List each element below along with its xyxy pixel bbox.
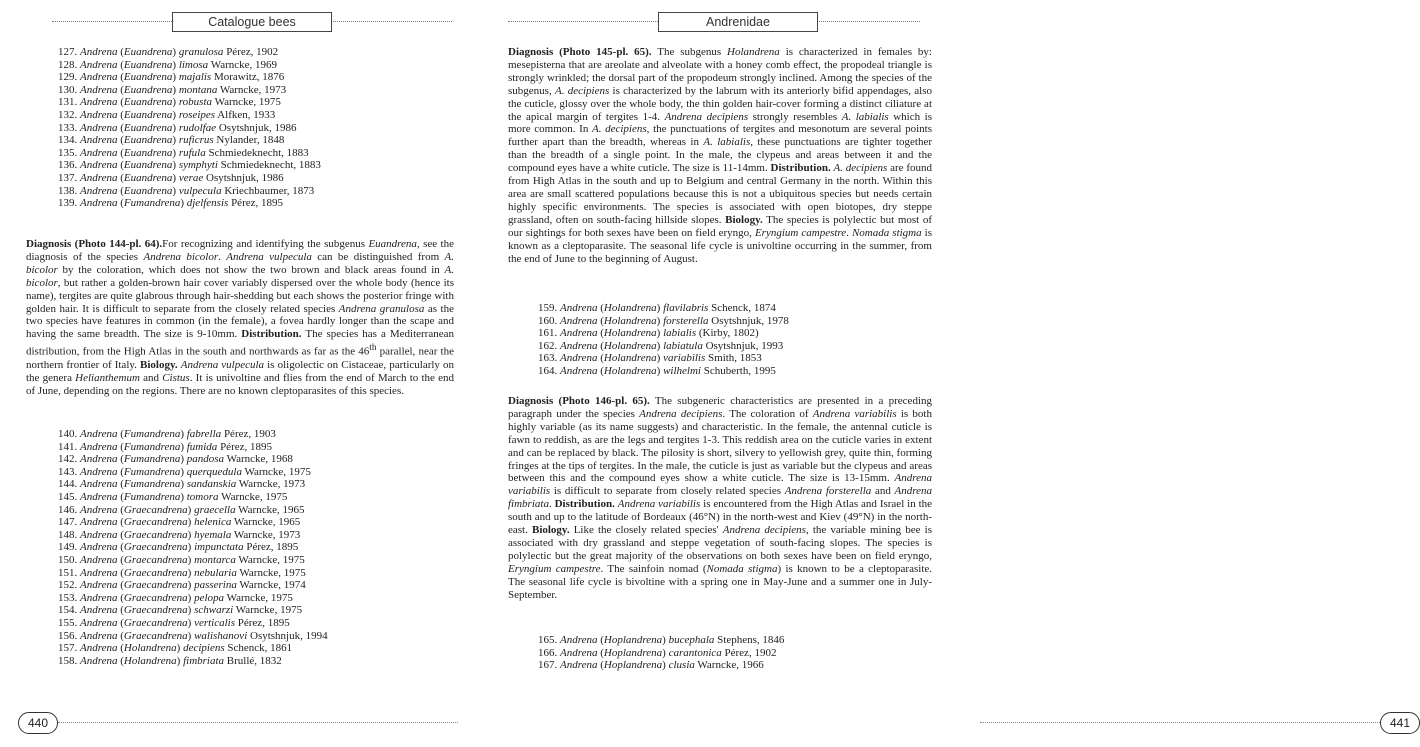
genus-name: Andrena (80, 96, 118, 109)
species-epithet: forsterella (663, 314, 709, 327)
body-text: , the variable mining bee is associated with dry grassland and steppe vegetation of south-facing slopes. The species is polylectic but the great majority of the observations on both sexes have been on field eryngo, (508, 524, 932, 562)
species-entry: 136. Andrena (Euandrena) symphyti Schmiedeknecht, 1883 (58, 159, 321, 172)
taxon-name: Andrena vulpecula (226, 250, 312, 263)
body-text: by the coloration, which does not show the two brown and black areas found in (57, 263, 445, 276)
species-authority: Osytshnjuk, 1986 (203, 171, 284, 184)
taxon-name: Andrena variabilis (508, 472, 932, 498)
body-text: . (218, 250, 227, 263)
subgenus-name: Holandrena (603, 339, 657, 352)
species-epithet: decipiens (183, 642, 225, 655)
genus-name: Andrena (80, 604, 118, 617)
species-entry: 167. Andrena (Hoplandrena) clusia Warncke, 1966 (538, 659, 764, 672)
body-text: For recognizing and identifying the subgenus (162, 238, 369, 250)
species-authority: Smith, 1853 (705, 352, 762, 365)
species-entry: 143. Andrena (Fumandrena) querquedula Warncke, 1975 (58, 465, 311, 478)
genus-name: Andrena (560, 634, 598, 646)
species-entry: 142. Andrena (Fumandrena) pandosa Warncke, 1968 (58, 453, 293, 466)
species-entry: 134. Andrena (Euandrena) ruficrus Nylander, 1848 (58, 134, 285, 147)
species-epithet: pandosa (186, 453, 225, 466)
body-text: is both highly variable (as its name suggests) and characteristic. In the female, the antennal cuticle is fawn to reddish, as are the legs and tergites 1-3. This reddish area on the cuticle varies in extent and can be replaced by black. The pilosity is short, silvery to yellowish grey, quite thin, forming fringes at the tips of tergites. In the male, the cuticle is just as variable but the clypeus and areas between this and the compound eyes show a white cuticle. The size is 13-15mm. (508, 407, 932, 485)
species-epithet: rudolfae (178, 121, 217, 134)
species-epithet: roseipes (178, 108, 216, 121)
species-entry: 157. Andrena (Holandrena) decipiens Schenck, 1861 (58, 642, 293, 655)
species-epithet: verticalis (194, 616, 236, 629)
species-authority: Schmiedeknecht, 1883 (205, 146, 309, 159)
subgenus-name: Fumandrena (123, 465, 181, 478)
body-text: . The sainfoin nomad ( (600, 562, 707, 575)
species-epithet: carantonica (668, 646, 722, 659)
species-entry: 131. Andrena (Euandrena) robusta Warncke, 1975 (58, 96, 281, 109)
body-text: parallel, near the northern frontier of Italy. (26, 345, 454, 371)
taxon-name: Andrena bicolor (143, 250, 219, 263)
genus-name: Andrena (80, 541, 118, 554)
species-authority: Osytshnjuk, 1978 (708, 314, 789, 327)
species-authority: Schenck, 1861 (224, 642, 293, 655)
species-epithet: graecella (194, 503, 236, 516)
species-entry: 128. Andrena (Euandrena) limosa Warncke, 1969 (58, 58, 278, 71)
species-entry: 147. Andrena (Graecandrena) helenica Warncke, 1965 (58, 516, 301, 529)
genus-name: Andrena (80, 528, 118, 541)
body-text: ) is known to be a cleptoparasite. The seasonal life cycle is bivoltine with a spring one in May-June and a summer one in July-September. (508, 562, 933, 601)
body-text: can be distinguished from (311, 250, 445, 263)
species-authority: Pérez, 1902 (223, 46, 279, 58)
subgenus-name: Euandrena (123, 121, 173, 134)
footer-dotted-rule (980, 722, 1380, 723)
body-text: as the two species have features in common (in the female), a fovea hardly longer than the scape and having the same breadth. The size is 9-10mm. (26, 302, 455, 341)
species-authority: Osytshnjuk, 1994 (247, 629, 328, 642)
taxon-name: Andrena decipiens (664, 110, 749, 123)
taxon-name: Holandrena (727, 46, 780, 58)
subgenus-name: Fumandrena (123, 490, 181, 503)
species-entry: 145. Andrena (Fumandrena) tomora Warncke, 1975 (58, 490, 288, 503)
diagnosis-paragraph-photo-145 (508, 46, 932, 265)
species-authority: Warncke, 1973 (217, 83, 287, 96)
species-authority: Warncke, 1975 (224, 591, 293, 604)
page-number-right: 441 (1380, 712, 1420, 734)
taxon-name: Andrena variabilis (617, 498, 701, 511)
taxon-name: Euandrena (368, 238, 417, 250)
species-epithet: labiatula (663, 339, 703, 352)
taxon-name: Cistus (162, 371, 190, 384)
species-entry: 127. Andrena (Euandrena) granulosa Pérez, 1902 (58, 46, 279, 58)
species-entry: 164. Andrena (Holandrena) wilhelmi Schuberth, 1995 (538, 364, 776, 377)
species-epithet: walishanovi (194, 629, 248, 642)
body-text: which is more common. In (508, 110, 932, 136)
genus-name: Andrena (80, 478, 118, 491)
genus-name: Andrena (80, 453, 118, 466)
species-epithet: pelopa (194, 591, 225, 604)
genus-name: Andrena (80, 629, 118, 642)
subgenus-name: Holandrena (123, 654, 177, 667)
taxon-name: Nomada stigma (851, 226, 922, 239)
species-entry: 165. Andrena (Hoplandrena) bucephala Stephens, 1846 (538, 634, 785, 646)
subgenus-name: Euandrena (123, 96, 173, 109)
species-epithet: sandanskia (186, 478, 237, 491)
species-list-159-164 (538, 302, 789, 378)
species-entry: 155. Andrena (Graecandrena) verticalis Pérez, 1895 (58, 616, 290, 629)
species-authority: Warncke, 1965 (231, 516, 301, 529)
species-epithet: nebularia (194, 566, 237, 579)
species-authority: (Kirby, 1802) (696, 327, 759, 340)
species-epithet: schwarzi (194, 604, 234, 617)
body-text: is oligolectic on Cistaceae, particularly on the genera (26, 358, 455, 384)
subgenus-name: Graecandrena (123, 616, 188, 629)
taxon-name: A. decipiens (833, 162, 888, 175)
subgenus-name: Euandrena (123, 134, 173, 147)
genus-name: Andrena (80, 146, 118, 159)
species-entry: 133. Andrena (Euandrena) rudolfae Osytshnjuk, 1986 (58, 121, 297, 134)
species-authority: Warncke, 1975 (236, 566, 306, 579)
subgenus-name: Graecandrena (123, 604, 188, 617)
page-number-left: 440 (18, 712, 58, 734)
species-epithet: montarca (194, 553, 236, 566)
species-authority: Warncke, 1973 (231, 528, 301, 541)
species-authority: Alfken, 1933 (215, 108, 276, 121)
genus-name: Andrena (80, 134, 118, 147)
species-authority: Warncke, 1965 (235, 503, 305, 516)
body-text: , these punctuations are tighter together than the breadth of a single point. In the male, the clypeus and areas between it and the compound eyes have a white cuticle. The size is 11-14mm. (508, 136, 932, 175)
species-authority: Warncke, 1966 (694, 659, 764, 672)
species-authority: Osytshnjuk, 1993 (702, 339, 784, 352)
subgenus-name: Fumandrena (123, 453, 181, 466)
taxon-name: Andrena decipiens (639, 407, 723, 420)
subgenus-name: Graecandrena (123, 553, 188, 566)
species-authority: Schuberth, 1995 (700, 364, 776, 377)
species-authority: Warncke, 1974 (236, 579, 306, 592)
body-text: The species is polylectic but most of our sightings for both sexes have been on field eryngo, (508, 213, 932, 239)
taxon-name: A. decipiens (554, 84, 610, 97)
species-entry: 139. Andrena (Fumandrena) djelfensis Pérez, 1895 (58, 197, 283, 210)
species-entry: 137. Andrena (Euandrena) verae Osytshnjuk, 1986 (58, 171, 284, 184)
species-epithet: clusia (668, 659, 695, 672)
section-heading: Distribution. (554, 498, 615, 511)
genus-name: Andrena (560, 646, 598, 659)
genus-name: Andrena (80, 197, 118, 210)
species-entry: 153. Andrena (Graecandrena) pelopa Warncke, 1975 (58, 591, 293, 604)
species-entry: 140. Andrena (Fumandrena) fabrella Pérez, 1903 (58, 428, 276, 440)
species-list-140-158 (58, 428, 328, 667)
species-epithet: vulpecula (178, 184, 222, 197)
genus-name: Andrena (560, 302, 598, 314)
species-entry: 158. Andrena (Holandrena) fimbriata Brullé, 1832 (58, 654, 282, 667)
body-text: . It is univoltine and flies from the end of March to the end of June, depending on the regions. There are no known cleptoparasites of this species. (26, 371, 454, 397)
body-text: and (139, 371, 163, 384)
body-text: is encountered from the High Atlas and Israel in the south and up to the latitude of Bordeaux (46°N) in the north-west and Kiev (49°N) in the north-east. (508, 498, 933, 537)
subgenus-name: Euandrena (123, 146, 173, 159)
species-entry: 159. Andrena (Holandrena) flavilabris Schenck, 1874 (538, 302, 776, 314)
taxon-name: A. labialis (703, 136, 751, 149)
species-authority: Warncke, 1975 (241, 465, 311, 478)
section-heading: Biology. (531, 524, 570, 537)
genus-name: Andrena (560, 364, 598, 377)
genus-name: Andrena (80, 516, 118, 529)
body-text: . The coloration of (722, 407, 813, 420)
subgenus-name: Graecandrena (123, 579, 188, 592)
species-authority: Osytshnjuk, 1986 (216, 121, 297, 134)
genus-name: Andrena (80, 171, 118, 184)
subgenus-name: Holandrena (603, 314, 657, 327)
body-text: The subgenus (651, 46, 728, 58)
species-epithet: bucephala (668, 634, 715, 646)
genus-name: Andrena (80, 490, 118, 503)
taxon-name: A. bicolor (26, 250, 455, 276)
genus-name: Andrena (80, 465, 118, 478)
subgenus-name: Fumandrena (123, 197, 181, 210)
footer-dotted-rule (58, 722, 458, 723)
left-header-title: Catalogue bees (172, 12, 332, 32)
genus-name: Andrena (80, 579, 118, 592)
species-entry: 148. Andrena (Graecandrena) hyemala Warncke, 1973 (58, 528, 301, 541)
genus-name: Andrena (80, 616, 118, 629)
species-authority: Nylander, 1848 (213, 134, 285, 147)
species-entry: 152. Andrena (Graecandrena) passerina Warncke, 1974 (58, 579, 306, 592)
subgenus-name: Euandrena (123, 184, 173, 197)
subgenus-name: Graecandrena (123, 516, 188, 529)
species-authority: Kriechbaumer, 1873 (221, 184, 315, 197)
species-epithet: majalis (178, 71, 212, 84)
body-text: The species has a Mediterranean distribution, from the High Atlas in the south and northwards as far as the 46 (26, 328, 454, 358)
species-authority: Pérez, 1903 (221, 428, 276, 440)
taxon-name: Andrena granulosa (338, 302, 425, 315)
genus-name: Andrena (560, 314, 598, 327)
species-entry: 160. Andrena (Holandrena) forsterella Osytshnjuk, 1978 (538, 314, 789, 327)
right-page-footer (980, 712, 1420, 734)
species-entry: 146. Andrena (Graecandrena) graecella Warncke, 1965 (58, 503, 305, 516)
body-text: and (871, 485, 895, 498)
genus-name: Andrena (80, 566, 118, 579)
body-text: . (548, 498, 555, 511)
subgenus-name: Hoplandrena (603, 659, 663, 672)
species-authority: Pérez, 1902 (721, 646, 777, 659)
species-epithet: variabilis (663, 352, 706, 365)
body-text: The subgeneric characteristics are presented in a preceding paragraph under the species (508, 395, 932, 420)
subgenus-name: Holandrena (603, 364, 657, 377)
species-list-127-139 (58, 46, 321, 210)
species-authority: Warncke, 1973 (236, 478, 306, 491)
taxon-name: Andrena forsterella (784, 485, 872, 498)
species-epithet: tomora (186, 490, 219, 503)
subgenus-name: Hoplandrena (603, 634, 663, 646)
species-epithet: helenica (194, 516, 232, 529)
genus-name: Andrena (80, 58, 118, 71)
subgenus-name: Fumandrena (123, 478, 181, 491)
species-entry: 151. Andrena (Graecandrena) nebularia Warncke, 1975 (58, 566, 306, 579)
species-epithet: granulosa (178, 46, 224, 58)
species-authority: Schenck, 1874 (708, 302, 776, 314)
species-entry: 130. Andrena (Euandrena) montana Warncke, 1973 (58, 83, 287, 96)
species-list-165-167 (538, 634, 784, 672)
species-epithet: flavilabris (663, 302, 709, 314)
section-heading: Distribution. (241, 328, 302, 341)
subgenus-name: Graecandrena (123, 591, 188, 604)
species-authority: Warncke, 1975 (218, 490, 288, 503)
species-entry: 150. Andrena (Graecandrena) montarca Warncke, 1975 (58, 553, 305, 566)
subgenus-name: Euandrena (123, 171, 173, 184)
species-authority: Warncke, 1975 (235, 553, 305, 566)
species-authority: Brullé, 1832 (224, 654, 282, 667)
genus-name: Andrena (80, 654, 118, 667)
body-text: , the punctuations of tergites and mesonotum are several points further apart than the breadth, whereas in (508, 123, 932, 149)
species-entry: 163. Andrena (Holandrena) variabilis Smith, 1853 (538, 352, 762, 365)
genus-name: Andrena (80, 440, 118, 453)
subgenus-name: Holandrena (603, 327, 657, 340)
subgenus-name: Fumandrena (123, 428, 181, 440)
genus-name: Andrena (80, 503, 118, 516)
body-text: , but rather a golden-brown hair cover variably dispersed over the whole body (hence its name), tergites are quite glabrous through hair-shedding but each shows the posterior fringe with golden hair. It is difficult to separate from the closely related species (26, 276, 454, 315)
species-entry: 166. Andrena (Hoplandrena) carantonica Pérez, 1902 (538, 646, 777, 659)
species-epithet: robusta (178, 96, 213, 109)
right-running-header (508, 12, 920, 32)
species-authority: Pérez, 1895 (228, 197, 283, 210)
taxon-name: Andrena fimbriata (508, 485, 932, 511)
species-entry: 154. Andrena (Graecandrena) schwarzi Warncke, 1975 (58, 604, 303, 617)
section-heading: Biology. (725, 213, 763, 226)
taxon-name: Eryngium campestre (754, 226, 847, 239)
species-epithet: rufula (178, 146, 206, 159)
subgenus-name: Holandrena (603, 352, 657, 365)
species-epithet: hyemala (194, 528, 232, 541)
superscript: th (369, 342, 377, 353)
subgenus-name: Graecandrena (123, 629, 188, 642)
species-authority: Pérez, 1895 (217, 440, 272, 453)
diagnosis-paragraph-photo-146 (508, 395, 932, 602)
genus-name: Andrena (80, 83, 118, 96)
species-authority: Warncke, 1969 (208, 58, 278, 71)
body-text: is characterized in females by: mesepisterna that are areolate and alveolate with a honey comb effect, the propodeal triangle is strongly wrinkled; the dorsal part of the propodeum strongly inclined. Among the species of the subgenus, (508, 46, 932, 97)
species-entry: 141. Andrena (Fumandrena) fumida Pérez, 1895 (58, 440, 272, 453)
species-authority: Pérez, 1895 (243, 541, 299, 554)
species-epithet: impunctata (194, 541, 244, 554)
species-epithet: passerina (194, 579, 237, 592)
left-running-header (52, 12, 452, 32)
species-authority: Morawitz, 1876 (211, 71, 285, 84)
right-header-title: Andrenidae (658, 12, 818, 32)
species-entry: 144. Andrena (Fumandrena) sandanskia Warncke, 1973 (58, 478, 306, 491)
species-entry: 132. Andrena (Euandrena) roseipes Alfken, 1933 (58, 108, 276, 121)
species-entry: 138. Andrena (Euandrena) vulpecula Kriechbaumer, 1873 (58, 184, 315, 197)
taxon-name: Eryngium campestre (508, 562, 601, 575)
species-entry: 156. Andrena (Graecandrena) walishanovi Osytshnjuk, 1994 (58, 629, 328, 642)
species-epithet: querquedula (186, 465, 242, 478)
genus-name: Andrena (560, 327, 598, 340)
species-epithet: symphyti (178, 159, 218, 172)
subgenus-name: Euandrena (123, 159, 173, 172)
section-heading: Distribution. (770, 162, 831, 175)
diagnosis-paragraph-photo-144 (26, 238, 454, 398)
section-heading: Biology. (140, 358, 178, 371)
taxon-name: A. bicolor (26, 263, 454, 289)
species-entry: 129. Andrena (Euandrena) majalis Morawitz, 1876 (58, 71, 285, 84)
genus-name: Andrena (80, 591, 118, 604)
genus-name: Andrena (80, 642, 118, 655)
body-text: is known as a cleptoparasite. The seasonal life cycle is univoltine occurring in the summer, from the end of June to the beginning of August. (508, 226, 932, 265)
subgenus-name: Hoplandrena (603, 646, 663, 659)
species-epithet: verae (178, 171, 204, 184)
subgenus-name: Holandrena (603, 302, 657, 314)
species-authority: Warncke, 1975 (212, 96, 281, 109)
species-epithet: limosa (178, 58, 209, 71)
taxon-name: Nomada stigma (706, 562, 778, 575)
species-epithet: labialis (663, 327, 697, 340)
genus-name: Andrena (80, 121, 118, 134)
taxon-name: Helianthemum (75, 371, 140, 384)
species-authority: Stephens, 1846 (714, 634, 785, 646)
species-entry: 135. Andrena (Euandrena) rufula Schmiedeknecht, 1883 (58, 146, 309, 159)
subgenus-name: Holandrena (123, 642, 177, 655)
body-text: , see the diagnosis of the species (26, 238, 454, 263)
body-text: is characterized by the labrum with its anteriorly bifid appendages, also the cuticle, glossy over the whole body, the thin golden hair-cover forming a distinct ciliature at the apical margin of tergites 1-4. (508, 84, 932, 123)
species-authority: Warncke, 1975 (233, 604, 303, 617)
species-authority: Pérez, 1895 (235, 616, 290, 629)
taxon-name: Andrena variabilis (812, 407, 897, 420)
species-entry: 161. Andrena (Holandrena) labialis (Kirby, 1802) (538, 327, 759, 340)
genus-name: Andrena (560, 339, 598, 352)
section-heading: Diagnosis (Photo 145-pl. 65). (508, 46, 652, 58)
taxon-name: Andrena vulpecula (180, 358, 265, 371)
subgenus-name: Fumandrena (123, 440, 181, 453)
species-epithet: fimbriata (183, 654, 225, 667)
species-epithet: fabrella (186, 428, 222, 440)
species-epithet: ruficrus (178, 134, 214, 147)
subgenus-name: Euandrena (123, 83, 173, 96)
genus-name: Andrena (80, 71, 118, 84)
species-epithet: montana (178, 83, 218, 96)
body-text: are found from High Atlas in the south and up to Belgium and central Germany in the north. Within this area are small scattered populations because this is not a ubiquitous species but needs certain highly specific environments. The species is associated with open biotopes, dry steppe grassland, often on south-facing hillside slopes. (508, 162, 933, 226)
section-heading: Diagnosis (Photo 144-pl. 64). (26, 238, 163, 250)
subgenus-name: Euandrena (123, 71, 173, 84)
species-authority: Warncke, 1968 (224, 453, 293, 466)
genus-name: Andrena (560, 659, 598, 672)
subgenus-name: Graecandrena (123, 541, 188, 554)
left-page (0, 0, 480, 747)
species-entry: 149. Andrena (Graecandrena) impunctata Pérez, 1895 (58, 541, 299, 554)
genus-name: Andrena (80, 184, 118, 197)
species-epithet: wilhelmi (663, 364, 701, 377)
species-epithet: fumida (186, 440, 218, 453)
subgenus-name: Graecandrena (123, 503, 188, 516)
species-authority: Schmiedeknecht, 1883 (217, 159, 321, 172)
body-text: is difficult to separate from closely related species (550, 485, 785, 498)
body-text: . (846, 226, 852, 239)
body-text: Like the closely related species' (569, 524, 723, 537)
left-page-footer (18, 712, 458, 734)
subgenus-name: Euandrena (123, 58, 173, 71)
genus-name: Andrena (80, 553, 118, 566)
taxon-name: A. labialis (841, 110, 889, 123)
genus-name: Andrena (80, 46, 118, 58)
section-heading: Diagnosis (Photo 146-pl. 65). (508, 395, 650, 407)
taxon-name: A. decipiens (591, 123, 647, 136)
taxon-name: Andrena decipiens (722, 524, 806, 537)
genus-name: Andrena (80, 159, 118, 172)
genus-name: Andrena (560, 352, 598, 365)
body-text: strongly resembles (748, 110, 842, 123)
subgenus-name: Euandrena (123, 46, 173, 58)
subgenus-name: Euandrena (123, 108, 173, 121)
genus-name: Andrena (80, 428, 118, 440)
genus-name: Andrena (80, 108, 118, 121)
subgenus-name: Graecandrena (123, 528, 188, 541)
species-epithet: djelfensis (186, 197, 229, 210)
subgenus-name: Graecandrena (123, 566, 188, 579)
species-entry: 162. Andrena (Holandrena) labiatula Osytshnjuk, 1993 (538, 339, 784, 352)
